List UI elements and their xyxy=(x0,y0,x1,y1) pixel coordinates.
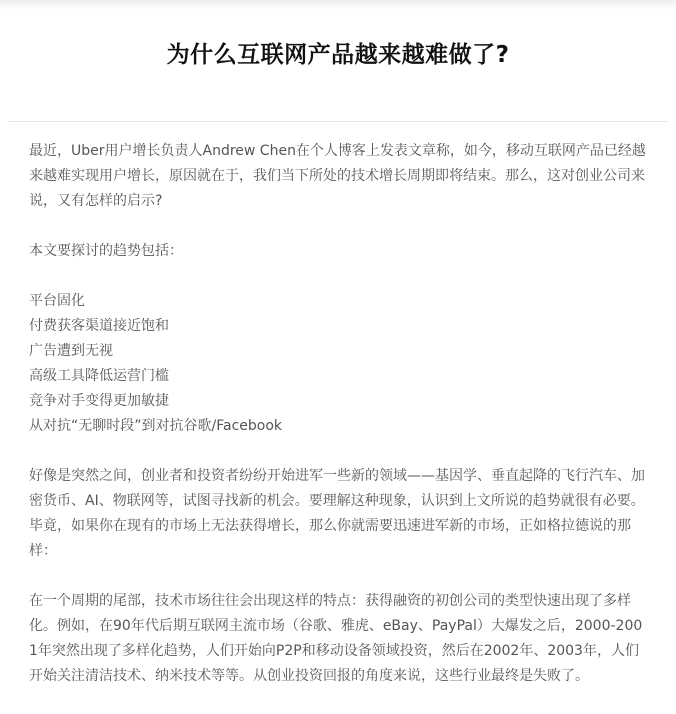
article-title: 为什么互联网产品越来越难做了? xyxy=(166,42,510,68)
article-body xyxy=(29,139,647,714)
top-shadow xyxy=(0,0,676,10)
trends-heading: 本文要探讨的趋势包括： xyxy=(29,243,183,259)
trends-list xyxy=(29,289,647,439)
trend-item: 从对抗“无聊时段”到对抗谷歌/Facebook xyxy=(29,418,283,434)
trend-item: 付费获客渠道接近饱和 xyxy=(29,318,169,334)
trend-item: 竞争对手变得更加敏捷 xyxy=(29,393,169,409)
trend-item: 高级工具降低运营门槛 xyxy=(29,368,169,384)
intro-paragraph: 最近，Uber用户增长负责人Andrew Chen在个人博客上发表文章称，如今，移动互联网产品已经越来越难实现用户增长，原因就在于，我们当下所处的技术增长周期即将结束。那么，这对创业公司来说，又有怎样的启示? xyxy=(29,143,646,209)
trend-item: 广告遭到无视 xyxy=(29,343,113,359)
paragraph-3: 在一个周期的尾部，技术市场往往会出现这样的特点：获得融资的初创公司的类型快速出现了多样化。例如，在90年代后期互联网主流市场（谷歌、雅虎、eBay、PayPal）大爆发之后，2000-2001年突然出现了多样化趋势，人们开始向P2P和移动设备领域投资，然后在2002年、2003年，人们开始关注清洁技术、纳米技术等等。从创业投资回报的角度来说，这些行业最终是失败了。 xyxy=(29,593,643,684)
title-area xyxy=(0,40,676,70)
paragraph-2: 好像是突然之间，创业者和投资者纷纷开始进军一些新的领域——基因学、垂直起降的飞行汽车、加密货币、AI、物联网等，试图寻找新的机会。要理解这种现象，认识到上文所说的趋势就很有必要。毕竟，如果你在现有的市场上无法获得增长，那么你就需要迅速进军新的市场，正如格拉德说的那样： xyxy=(29,468,645,559)
trend-item: 平台固化 xyxy=(29,293,85,309)
title-divider xyxy=(8,121,668,122)
